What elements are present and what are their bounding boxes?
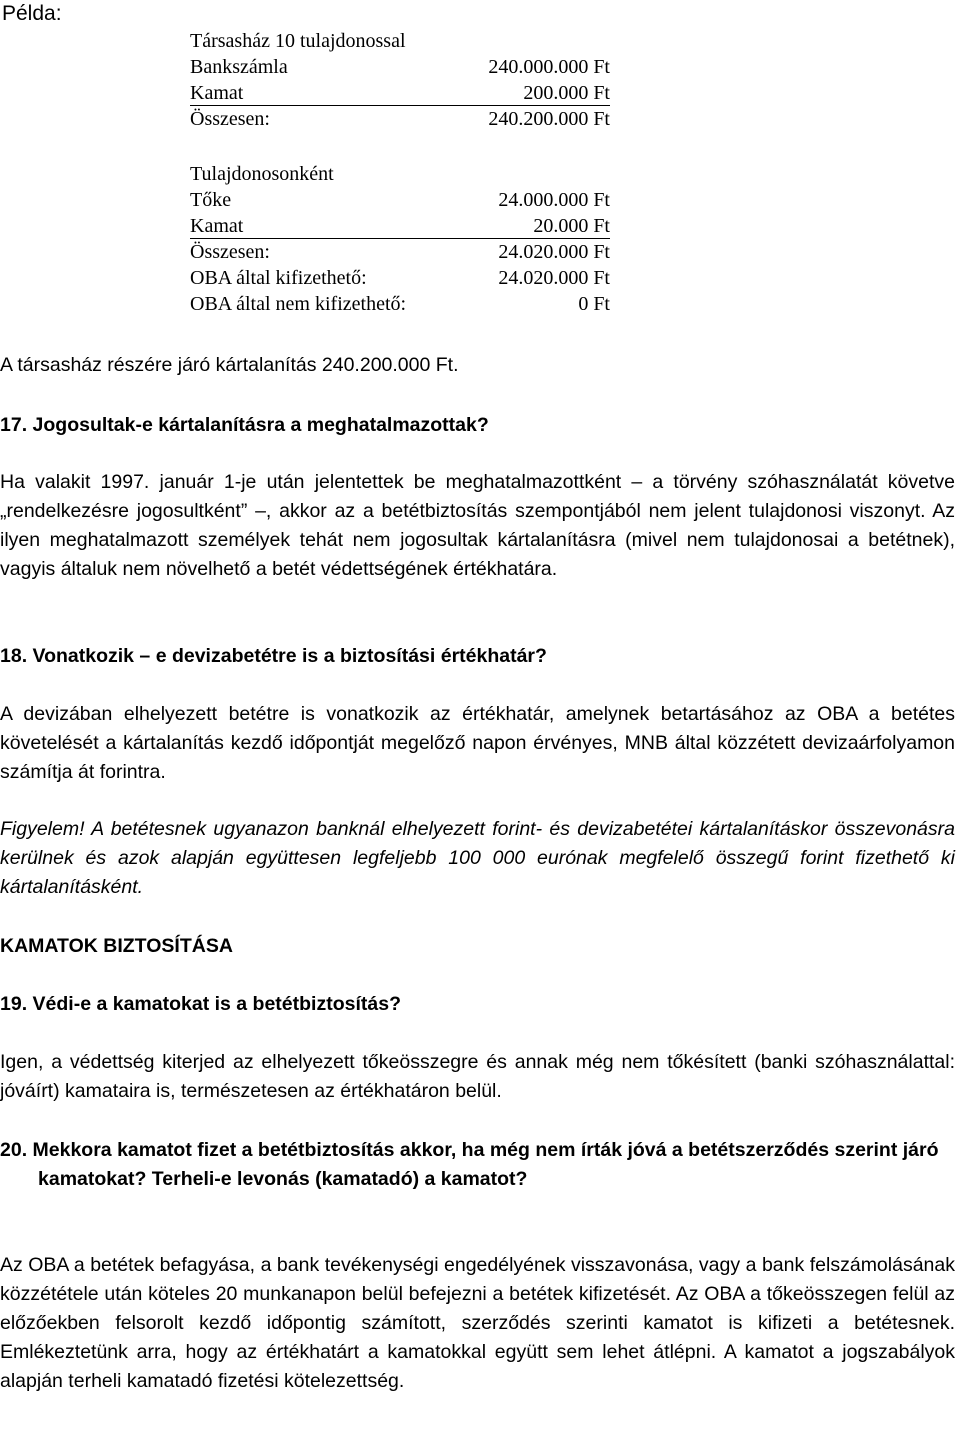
- table-title: Társasház 10 tulajdonossal: [190, 30, 406, 52]
- question-17-body: Ha valakit 1997. január 1-je után jelentettek be meghatalmazottként – a törvény szóhasználatát követve „rendelkezésre jogosultként” –, akkor az a betétbiztosítás szempontjából nem jelent tulajdonosi viszonyt. Az ilyen meghatalmazott személyek tehát nem jogosultak kártalanításra (mivel nem tulajdonosai a betétnek), vagyis általuk nem növelhető a betét védettségének értékhatára.: [0, 471, 955, 580]
- table-title: Tulajdonosonként: [190, 163, 334, 185]
- question-20-body: Az OBA a betétek befagyása, a bank tevékenységi engedélyének visszavonása, vagy a bank felszámolásának közzététele után köteles 20 munkanapon belül befejezni a betétek kifizetését. Az OBA a tőkeösszegen felül az előzőekben felsorolt kezdő időpontig számított, szerződés szerinti kamatot is kifizeti a betétesnek. Emlékeztetünk arra, hogy az értékhatárt a kamatokkal együtt sem lehet átlépni. A kamatot a jogszabályok alapján terheli kamatadó fizetési kötelezettség.: [0, 1254, 955, 1392]
- question-18-body: A devizában elhelyezett betétre is vonatkozik az értékhatár, amelynek betartásához az OBA a betétes követelését a kártalanítás kezdő időpontját megelőző napon érvényes, MNB által közzétett devizaárfolyamon számítja át forintra.: [0, 703, 955, 783]
- table-row: Bankszámla 240.000.000 Ft: [190, 56, 610, 78]
- table-row: Kamat 20.000 Ft: [190, 215, 610, 237]
- table-row: Tőke 24.000.000 Ft: [190, 189, 610, 211]
- section-heading: KAMATOK BIZTOSÍTÁSA: [0, 935, 233, 957]
- note-lead: Figyelem!: [0, 818, 85, 840]
- summary-text: A társasház részére járó kártalanítás 240.200.000 Ft.: [0, 354, 459, 376]
- note-paragraph: [0, 815, 955, 902]
- table-row: Kamat 200.000 Ft: [190, 82, 610, 104]
- table-row-total: Összesen: 24.020.000 Ft: [190, 241, 610, 263]
- example-label: Példa:: [2, 2, 62, 25]
- question-18-heading: 18. Vonatkozik – e devizabetétre is a biztosítási értékhatár?: [0, 645, 547, 667]
- example-table-building: [190, 28, 610, 132]
- note-text: A betétesnek ugyanazon banknál elhelyezett forint- és devizabetétei kártalanításkor összevonásra kerülnek és azok alapján együttesen legfeljebb 100 000 eurónak megfelelő összegű forint fizethető ki kártalanításként.: [0, 818, 955, 898]
- example-table-per-owner: [190, 161, 610, 317]
- question-20-heading: 20. Mekkora kamatot fizet a betétbiztosítás akkor, ha még nem írták jóvá a betétszerződés szerint járó kamatokat? Terheli-e levonás (kamatadó) a kamatot?: [0, 1139, 939, 1190]
- table-row: OBA által nem kifizethető: 0 Ft: [190, 293, 610, 315]
- question-19-heading: 19. Védi-e a kamatokat is a betétbiztosítás?: [0, 993, 401, 1015]
- table-row: OBA által kifizethető: 24.020.000 Ft: [190, 267, 610, 289]
- question-19-body: Igen, a védettség kiterjed az elhelyezett tőkeösszegre és annak még nem tőkésített (banki szóhasználattal: jóváírt) kamataira is, természetesen az értékhatáron belül.: [0, 1051, 955, 1102]
- question-17-heading: 17. Jogosultak-e kártalanításra a meghatalmazottak?: [0, 414, 489, 436]
- table-row-total: Összesen: 240.200.000 Ft: [190, 108, 610, 130]
